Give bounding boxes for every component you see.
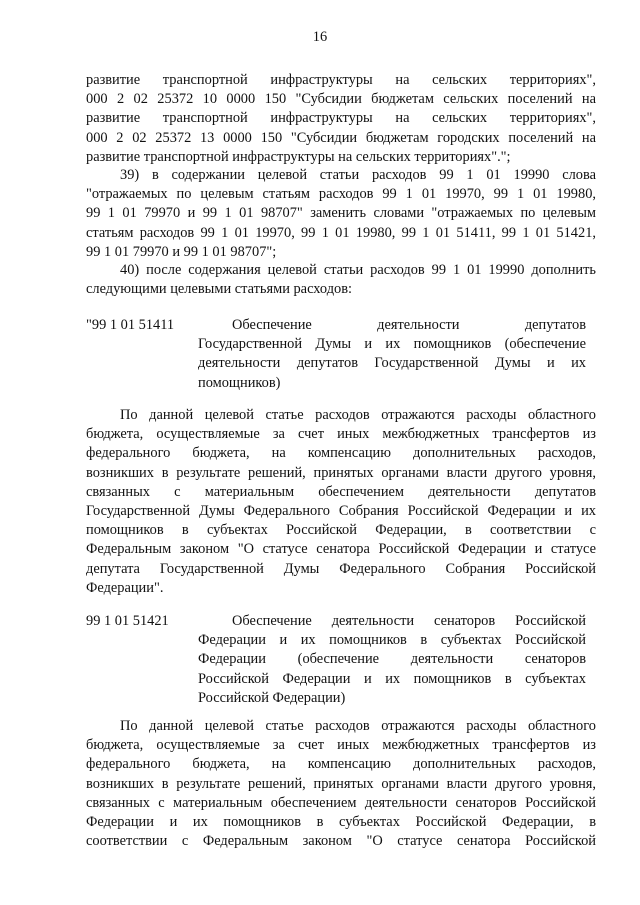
text-line: федерального бюджета, на компенсацию дополнительных расходов, xyxy=(86,756,596,773)
text-line: Государственной Думы Федерального Собрания Российской Федерации и их xyxy=(86,503,596,520)
text-line: Федерации". xyxy=(86,579,164,596)
entry-text-51411 xyxy=(86,406,596,598)
item-39-paragraph xyxy=(86,166,596,262)
text-line: деятельности депутатов Государственной Думы и их xyxy=(198,355,586,372)
entry-title-51421 xyxy=(198,612,586,708)
text-line: Обеспечение деятельности депутатов xyxy=(232,317,586,333)
text-line: 000 2 02 25372 10 0000 150 "Субсидии бюджетам сельских поселений на xyxy=(86,91,596,108)
text-line: следующими целевыми статьями расходов: xyxy=(86,281,353,298)
entry-text-51421 xyxy=(86,717,596,851)
text-line: возникших в результате решений, принятых органами власти другого уровня, xyxy=(86,775,596,792)
item-40-paragraph xyxy=(86,261,596,299)
text-line: Федеральным законом "О статусе сенатора Российской Федерации и статусе xyxy=(86,541,596,558)
text-line: "отражаемых по целевым статьям расходов 99 1 01 19970, 99 1 01 19980, xyxy=(86,186,596,203)
text-line: 99 1 01 79970 и 99 1 01 98707" заменить словами "отражаемых по целевым xyxy=(86,205,596,222)
text-line: Обеспечение деятельности сенаторов Российской xyxy=(232,613,586,629)
text-line: Российской Федерации) xyxy=(198,689,346,706)
text-line: бюджета, осуществляемые за счет иных межбюджетных трансфертов из xyxy=(86,737,596,754)
text-line: 000 2 02 25372 13 0000 150 "Субсидии бюджетам городских поселений на xyxy=(86,129,596,146)
text-line: 99 1 01 79970 и 99 1 01 98707"; xyxy=(86,243,277,260)
intro-paragraph xyxy=(86,71,596,167)
entry-code-51421: 99 1 01 51421 xyxy=(86,613,169,629)
entry-code-51411: "99 1 01 51411 xyxy=(86,317,175,333)
text-line: По данной целевой статье расходов отражаются расходы областного xyxy=(120,718,596,734)
text-line: связанных с материальным обеспечением деятельности сенаторов Российской xyxy=(86,794,596,811)
text-line: По данной целевой статье расходов отражаются расходы областного xyxy=(120,407,596,423)
text-line: депутата Государственной Думы Федерального Собрания Российской xyxy=(86,560,596,577)
text-line: развитие транспортной инфраструктуры на сельских территориях"."; xyxy=(86,148,511,165)
text-line: соответствии с Федеральным законом "О статусе сенатора Российской xyxy=(86,833,596,850)
entry-title-51411 xyxy=(198,316,586,393)
text-line: 40) после содержания целевой статьи расходов 99 1 01 19990 дополнить xyxy=(120,262,596,278)
text-line: помощников в субъектах Российской Федерации, в соответствии с xyxy=(86,522,596,539)
text-line: Федерации (обеспечение деятельности сенаторов xyxy=(198,651,586,668)
text-line: развитие транспортной инфраструктуры на сельских территориях", xyxy=(86,110,596,127)
text-line: Российской Федерации и их помощников в субъектах xyxy=(198,670,586,687)
text-line: бюджета, осуществляемые за счет иных межбюджетных трансфертов из xyxy=(86,426,596,443)
text-line: Федерации и их помощников в субъектах Российской Федерации, в xyxy=(86,814,596,831)
text-line: федерального бюджета, на компенсацию дополнительных расходов, xyxy=(86,445,596,462)
text-line: возникших в результате решений, принятых органами власти другого уровня, xyxy=(86,464,596,481)
text-line: связанных с материальным обеспечением деятельности депутатов xyxy=(86,483,596,500)
text-line: Государственной Думы и их помощников (обеспечение xyxy=(198,336,586,353)
text-line: статьям расходов 99 1 01 19970, 99 1 01 19980, 99 1 01 51411, 99 1 01 51421, xyxy=(86,224,596,241)
text-line: Федерации и их помощников в субъектах Российской xyxy=(198,632,586,649)
page-number: 16 xyxy=(312,29,328,45)
text-line: развитие транспортной инфраструктуры на сельских территориях", xyxy=(86,72,596,88)
text-line: 39) в содержании целевой статьи расходов 99 1 01 19990 слова xyxy=(120,167,596,183)
text-line: помощников) xyxy=(198,374,281,391)
